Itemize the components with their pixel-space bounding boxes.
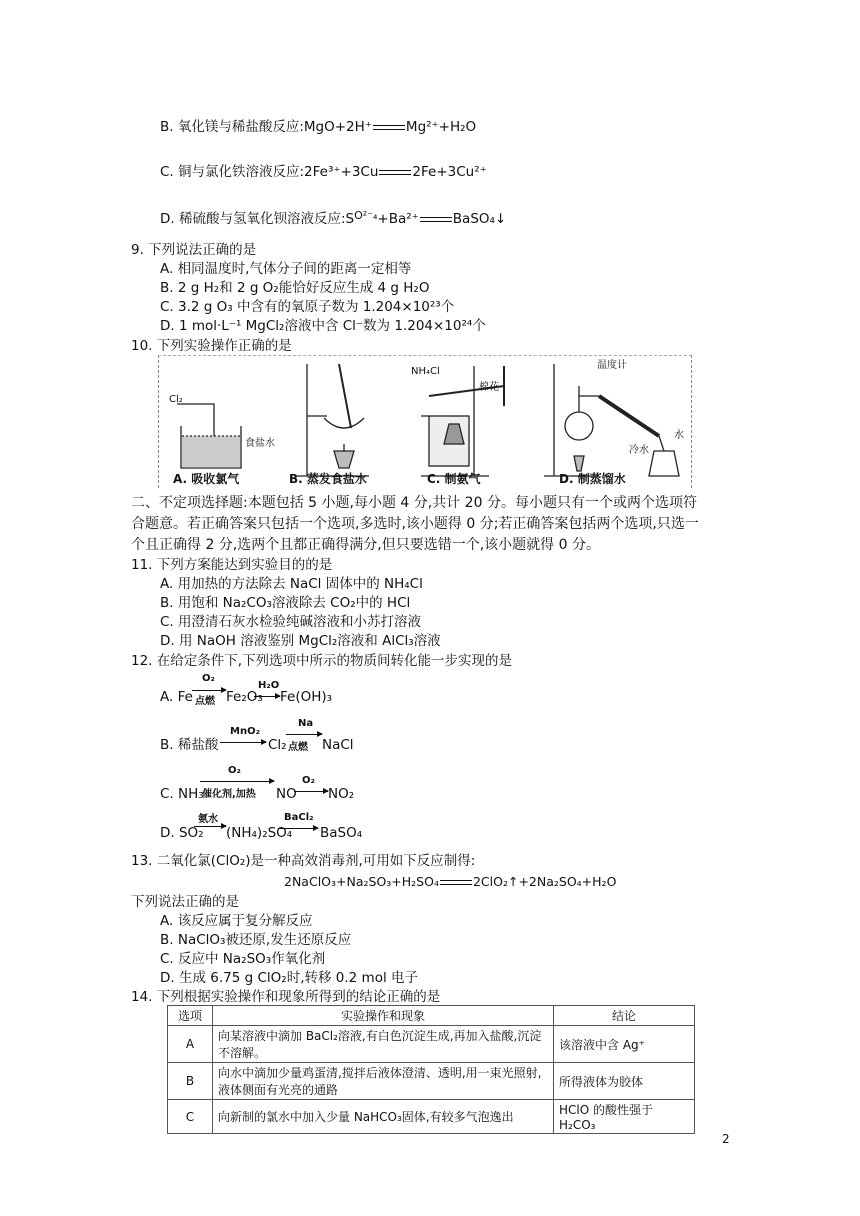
q11-option-d: D. 用 NaOH 溶液鉴别 MgCl₂溶液和 AlCl₃溶液 <box>160 633 441 649</box>
row-option: C <box>168 1100 213 1134</box>
q9-option-a: A. 相同温度时,气体分子间的距离一定相等 <box>160 261 412 277</box>
nh4cl-label: NH₄Cl <box>411 366 440 377</box>
section2-line1: 二、不定项选择题:本题包括 5 小题,每小题 4 分,共计 20 分。每小题只有一个或两个选项符 <box>131 495 697 511</box>
q14-stem: 14. 下列根据实验操作和现象所得到的结论正确的是 <box>131 989 441 1005</box>
page-number: 2 <box>722 1132 730 1146</box>
arrow <box>200 781 274 782</box>
q8-d-left: D. 稀硫酸与氢氧化钡溶液反应:S <box>160 211 355 227</box>
q8-c-right: 2Fe+3Cu²⁺ <box>412 164 487 180</box>
arrow <box>254 696 280 697</box>
caption-b: B. 蒸发食盐水 <box>289 472 367 486</box>
q12-c-top2: O₂ <box>302 775 315 786</box>
q8-b-right: Mg²⁺+H₂O <box>405 119 477 135</box>
q9-stem: 9. 下列说法正确的是 <box>131 242 257 258</box>
header-operation: 实验操作和现象 <box>213 1006 554 1026</box>
q10-figure <box>158 355 692 488</box>
q12-d-top1: 氨水 <box>198 814 218 825</box>
q11-stem: 11. 下列方案能达到实验目的的是 <box>131 557 333 573</box>
cold-water-label: 冷水 <box>629 445 649 456</box>
section2-line3: 个且正确得 2 分,选两个且都正确得满分,但只要选错一个,该小题就得 0 分。 <box>131 537 600 553</box>
q12-a-p1: A. Fe <box>160 689 193 705</box>
q13-eq-right: 2ClO₂↑+2Na₂SO₄+H₂O <box>472 874 617 889</box>
q8-option-d <box>160 210 506 229</box>
q12-a-p3: Fe(OH)₃ <box>280 689 333 705</box>
q12-d-p2: (NH₄)₂SO₄ <box>226 825 293 841</box>
q12-b-bot2: 点燃 <box>288 742 308 753</box>
q12-stem: 12. 在给定条件下,下列选项中所示的物质间转化能一步实现的是 <box>131 653 513 669</box>
q12-c-top1: O₂ <box>228 765 241 776</box>
q8-d-sulfate: O²⁻₄ <box>354 209 378 222</box>
q8-d-right: BaSO₄↓ <box>452 211 507 227</box>
q12-d-top2: BaCl₂ <box>284 812 314 823</box>
row-operation: 向某溶液中滴加 BaCl₂溶液,有白色沉淀生成,再加入盐酸,沉淀不溶解。 <box>213 1026 554 1063</box>
q11-option-b: B. 用饱和 Na₂CO₃溶液除去 CO₂中的 HCl <box>160 595 411 611</box>
q12-b-p3: NaCl <box>322 737 354 753</box>
q13-stem: 13. 二氧化氯(ClO₂)是一种高效消毒剂,可用如下反应制得: <box>131 853 476 869</box>
q13-option-b: B. NaClO₃被还原,发生还原反应 <box>160 932 352 948</box>
caption-d: D. 制蒸馏水 <box>559 472 626 486</box>
header-conclusion: 结论 <box>554 1006 695 1026</box>
q13-eq-left: 2NaClO₃+Na₂SO₃+H₂SO₄ <box>284 874 439 889</box>
row-conclusion: HClO 的酸性强于 H₂CO₃ <box>554 1100 695 1134</box>
row-operation: 向新制的氯水中加入少量 NaHCO₃固体,有较多气泡逸出 <box>213 1100 554 1134</box>
q12-a-bot1: 点燃 <box>195 696 215 707</box>
q12-c-p1: C. NH₃ <box>160 786 204 802</box>
q9-option-d: D. 1 mol·L⁻¹ MgCl₂溶液中含 Cl⁻数为 1.204×10²⁴个 <box>160 318 486 334</box>
q12-c-p2: NO <box>276 786 297 802</box>
apparatus-d <box>544 364 679 476</box>
q12-b-p1: B. 稀盐酸 <box>160 737 219 753</box>
q8-d-ba: +Ba²⁺ <box>377 211 419 227</box>
table-row <box>168 1100 695 1134</box>
caption-a: A. 吸收氯气 <box>173 472 240 486</box>
q12-b-p2: Cl₂ <box>268 737 287 753</box>
section2-line2: 合题意。若正确答案只包括一个选项,多选时,该小题得 0 分;若正确答案包括两个选项,只选一 <box>131 516 699 532</box>
arrow <box>192 690 226 691</box>
thermometer-label: 温度计 <box>597 360 627 371</box>
q12-c-bot1: 催化剂,加热 <box>202 789 256 800</box>
row-conclusion: 该溶液中含 Ag⁺ <box>554 1026 695 1063</box>
arrow <box>286 734 322 735</box>
table-row <box>168 1063 695 1100</box>
q8-c-left: C. 铜与氯化铁溶液反应:2Fe³⁺+3Cu <box>160 164 379 180</box>
q12-b-top2: Na <box>298 718 314 729</box>
equals-sign <box>373 125 405 130</box>
q13-option-c: C. 反应中 Na₂SO₃作氧化剂 <box>160 951 326 967</box>
caption-c: C. 制氨气 <box>427 472 481 486</box>
header-option: 选项 <box>168 1006 213 1026</box>
arrow <box>294 791 328 792</box>
cl2-label: Cl₂ <box>169 394 183 405</box>
arrow <box>194 826 226 827</box>
q11-option-c: C. 用澄清石灰水检验纯碱溶液和小苏打溶液 <box>160 614 422 630</box>
apparatus-b <box>297 364 369 476</box>
q12-option-a <box>160 670 560 706</box>
q9-option-b: B. 2 g H₂和 2 g O₂能恰好反应生成 4 g H₂O <box>160 280 430 296</box>
row-option: A <box>168 1026 213 1063</box>
q13-stem2: 下列说法正确的是 <box>131 894 239 910</box>
q12-d-p3: BaSO₄ <box>320 825 363 841</box>
q8-b-left: B. 氧化镁与稀盐酸反应:MgO+2H⁺ <box>160 119 372 135</box>
row-conclusion: 所得液体为胶体 <box>554 1063 695 1100</box>
table-row <box>168 1026 695 1063</box>
q12-c-p3: NO₂ <box>328 786 355 802</box>
row-operation: 向水中滴加少量鸡蛋清,搅拌后液体澄清、透明,用一束光照射,液体侧面有光亮的通路 <box>213 1063 554 1100</box>
q12-a-top2: H₂O <box>258 680 280 691</box>
q12-option-c <box>160 765 560 805</box>
q9-option-c: C. 3.2 g O₃ 中含有的氧原子数为 1.204×10²³个 <box>160 299 455 315</box>
q10-stem: 10. 下列实验操作正确的是 <box>131 338 292 354</box>
q12-d-p1: D. SO₂ <box>160 825 204 841</box>
cotton-label: 棉花 <box>479 382 499 393</box>
q12-option-d <box>160 810 560 846</box>
q14-table <box>167 1005 695 1134</box>
table-header-row <box>168 1006 695 1026</box>
arrow <box>220 742 266 743</box>
q12-a-p2: Fe₂O₃ <box>226 689 263 705</box>
q8-option-c <box>160 163 487 181</box>
equals-sign <box>379 170 411 175</box>
arrow <box>278 828 318 829</box>
q13-option-d: D. 生成 6.75 g ClO₂时,转移 0.2 mol 电子 <box>160 970 418 986</box>
q11-option-a: A. 用加热的方法除去 NaCl 固体中的 NH₄Cl <box>160 576 423 592</box>
row-option: B <box>168 1063 213 1100</box>
equals-sign <box>420 217 452 222</box>
q12-option-b <box>160 718 560 754</box>
q12-b-top1: MnO₂ <box>230 726 260 737</box>
q12-a-top1: O₂ <box>202 673 215 684</box>
equals-sign <box>440 880 472 885</box>
water-label: 水 <box>674 430 684 441</box>
brine-label: 食盐水 <box>245 438 275 449</box>
q8-option-b <box>160 118 476 136</box>
apparatus-a <box>177 404 241 468</box>
q13-equation <box>284 873 616 891</box>
q13-option-a: A. 该反应属于复分解反应 <box>160 913 313 929</box>
